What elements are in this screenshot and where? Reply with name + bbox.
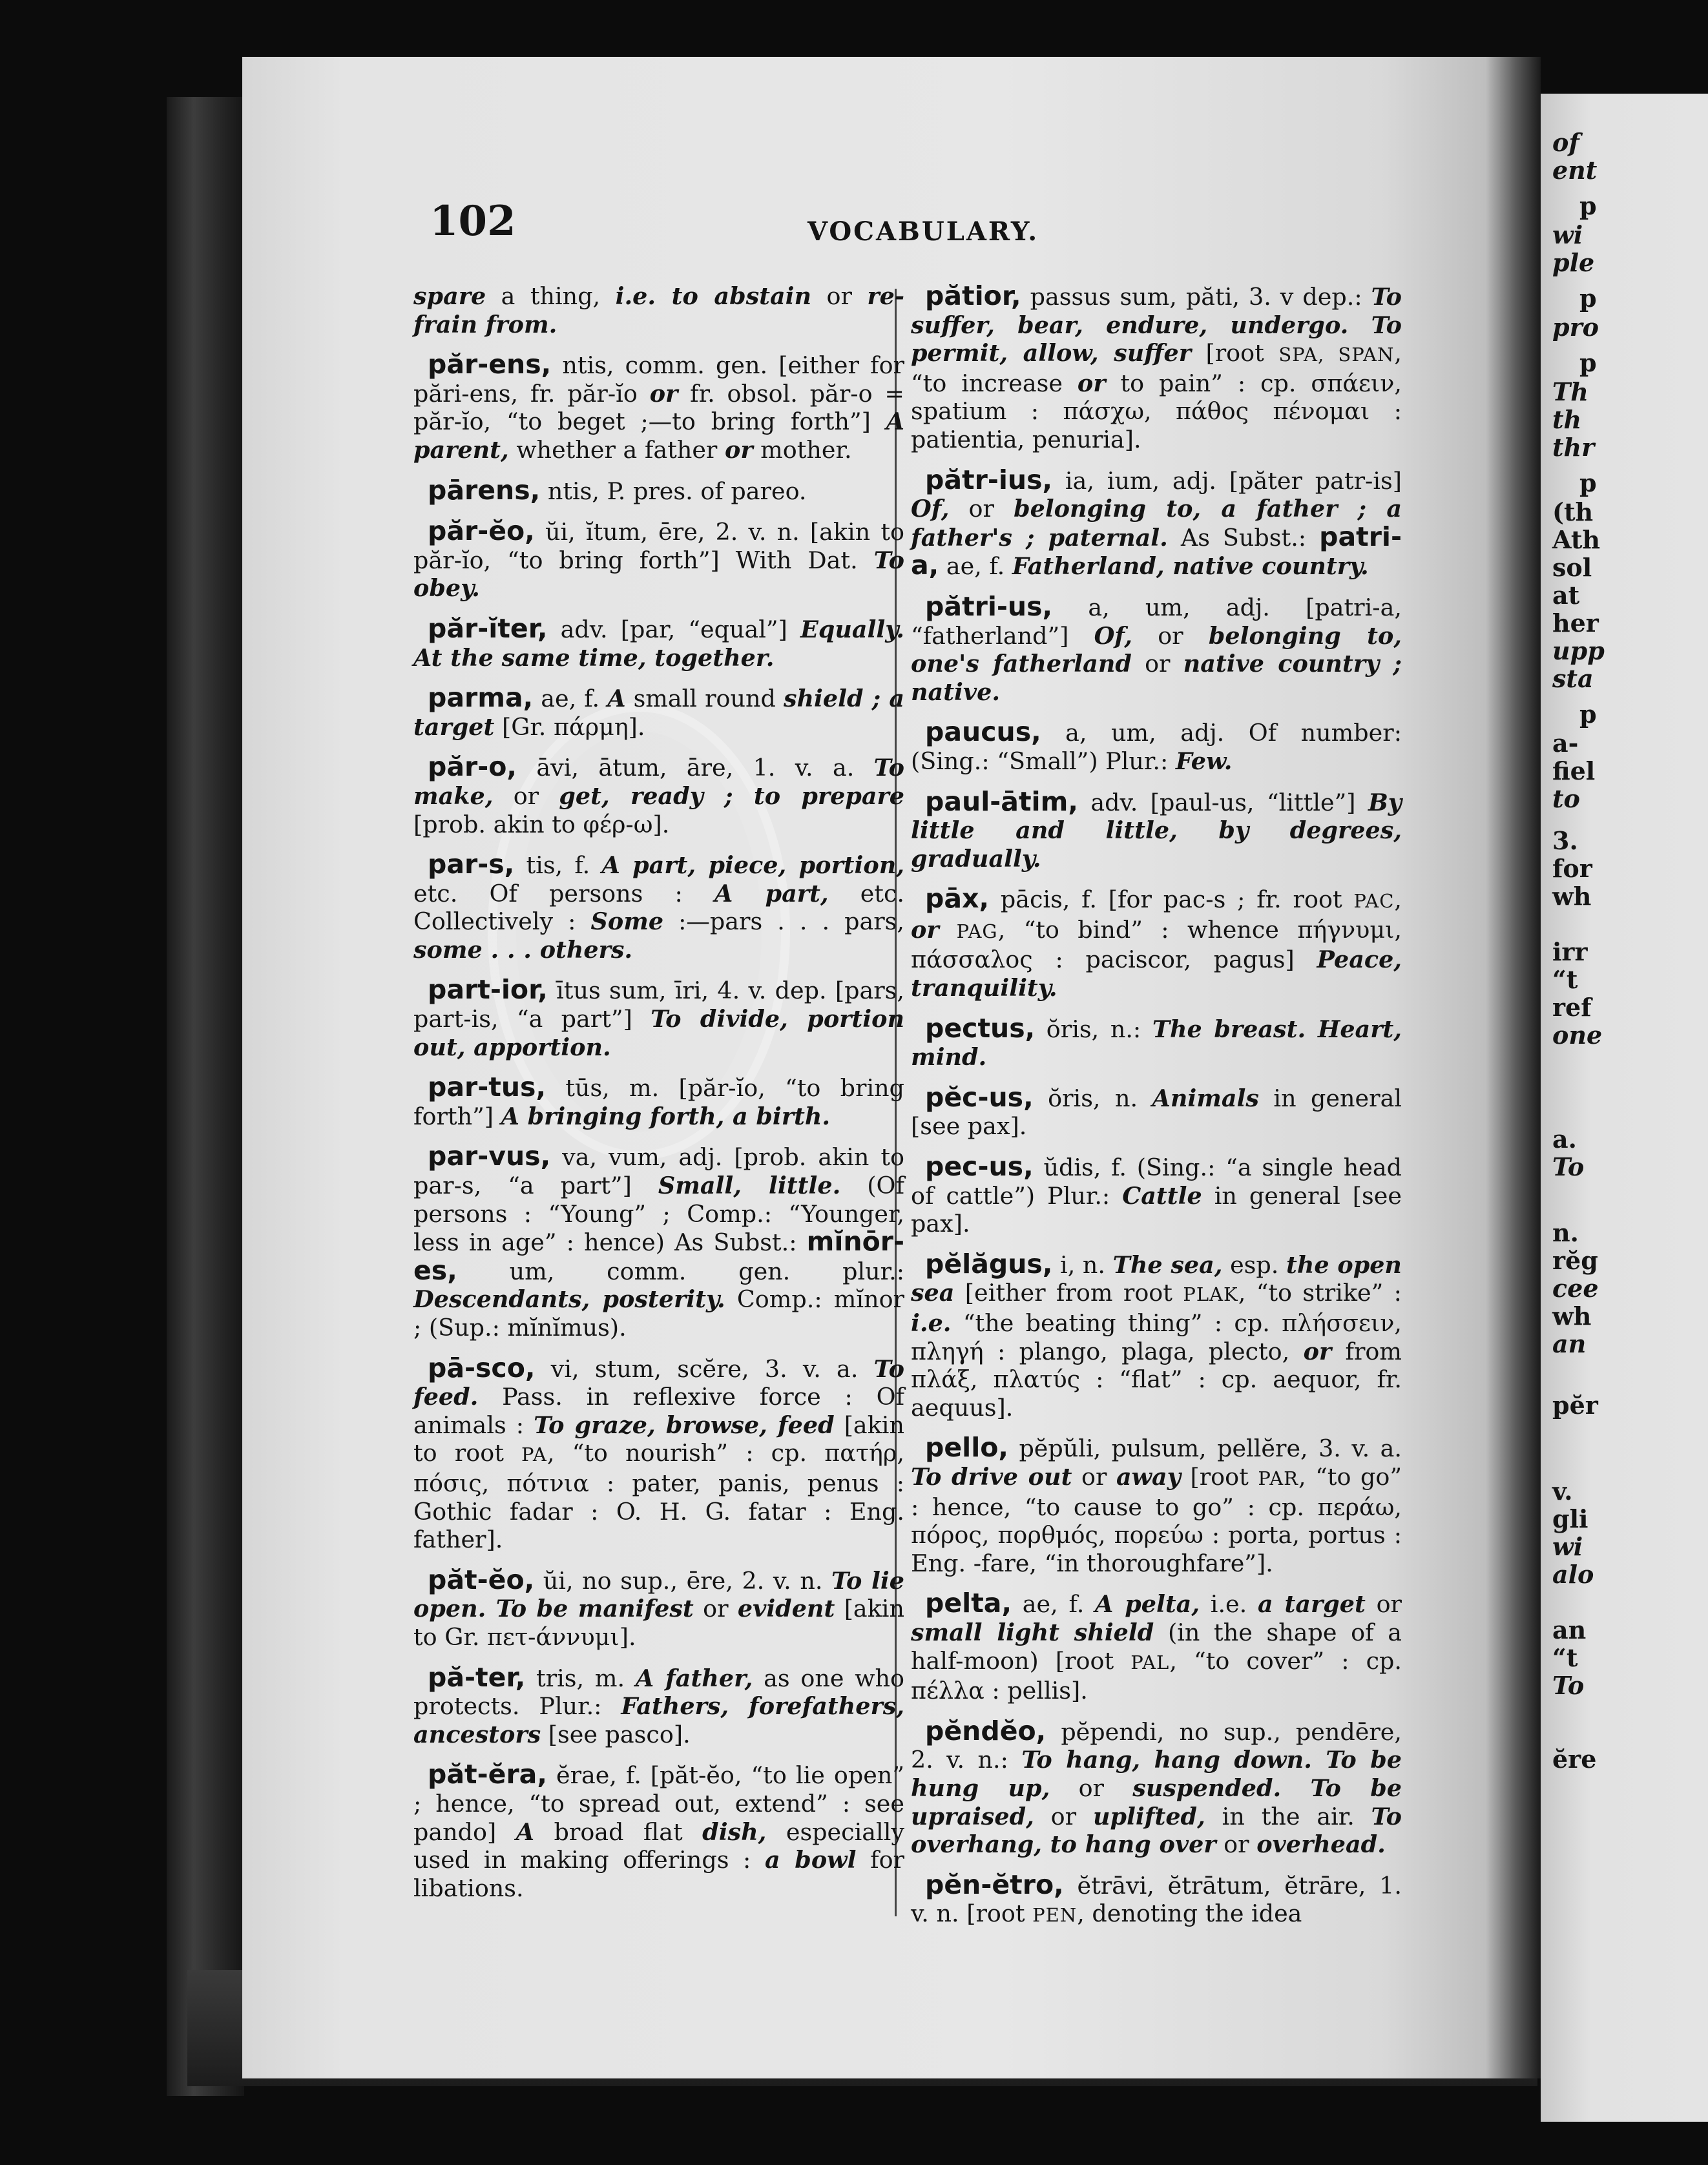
facing-fragment: “t xyxy=(1552,965,1578,994)
left-column xyxy=(413,282,904,1914)
headword: pello, xyxy=(925,1432,1009,1464)
headword: paucus, xyxy=(925,716,1041,748)
headword: pĕndĕo, xyxy=(925,1715,1047,1746)
dictionary-entry: pĕlăgus, i, n. The sea, esp. the open sea [either from root PLAK, “to strike” : i.e. “the beating thing” : cp. πλήσσειν, πληγή : plango, plaga, plecto, or from πλάξ, πλατύς : “flat” : cp. aequor, fr. aequus]. xyxy=(911,1248,1402,1422)
facing-fragment: p xyxy=(1579,191,1597,220)
facing-fragment: at xyxy=(1552,581,1580,610)
headword: pā-sco, xyxy=(428,1352,536,1383)
dictionary-entry: pĕndĕo, pĕpendi, no sup., pendēre, 2. v. n.: To hang, hang down. To be hung up, or suspended. To be upraised, or uplifted, in the air. To overhang, to hang over or overhead. xyxy=(911,1715,1402,1859)
headword: paul-ātim, xyxy=(925,785,1078,817)
facing-fragment: thr xyxy=(1552,433,1595,462)
facing-fragment: p xyxy=(1579,468,1597,497)
dictionary-entry: paucus, a, um, adj. Of number: (Sing.: “Small”) Plur.: Few. xyxy=(911,716,1402,775)
facing-fragment: To xyxy=(1552,1152,1585,1181)
facing-page xyxy=(1541,94,1708,2122)
facing-fragment: th xyxy=(1552,405,1582,434)
dictionary-entry: păr-ĭter, adv. [par, “equal”] Equally. At the same time, together. xyxy=(413,612,904,672)
headword: parma, xyxy=(428,682,534,714)
facing-fragment: cee xyxy=(1552,1274,1599,1303)
facing-fragment: Ath xyxy=(1552,525,1600,554)
dictionary-entry: parma, ae, f. A small round shield ; a target [Gr. πάρμη]. xyxy=(413,682,904,741)
dictionary-entry: pă-ter, tris, m. A father, as one who protects. Plur.: Fathers, forefathers, ancestors [see pasco]. xyxy=(413,1661,904,1748)
headword: part-ior, xyxy=(428,974,548,1006)
facing-fragment: n. xyxy=(1552,1218,1579,1247)
headword: par-tus, xyxy=(428,1072,547,1103)
facing-fragment: pro xyxy=(1552,313,1599,342)
headword: mĭnōr-es, xyxy=(413,1226,904,1286)
facing-fragment: ent xyxy=(1552,156,1598,185)
facing-fragment: To xyxy=(1552,1671,1585,1700)
dictionary-entry: pĕc-us, ŏris, n. Animals in general [see pax]. xyxy=(911,1081,1402,1141)
dictionary-entry: păr-ens, ntis, comm. gen. [either for pări-ens, fr. păr-ĭo or fr. obsol. păr-o = păr-ĭo, “to beget ;—to bring forth”] A parent, whether a father or mother. xyxy=(413,349,905,464)
facing-fragment: wh xyxy=(1552,882,1592,911)
facing-fragment: a- xyxy=(1552,729,1579,758)
headword: păr-o, xyxy=(428,751,517,783)
dictionary-entry: part-ior, ītus sum, īri, 4. v. dep. [pars, part-is, “a part”] To divide, portion out, apportion. xyxy=(413,974,904,1061)
facing-fragment: for xyxy=(1552,854,1592,883)
facing-fragment: (th xyxy=(1552,497,1594,526)
facing-fragment: wi xyxy=(1552,1532,1583,1561)
dictionary-entry: pĕn-ĕtro, ĕtrāvi, ĕtrātum, ĕtrāre, 1. v. n. [root PEN, denoting the idea xyxy=(911,1869,1402,1928)
headword: pă-ter, xyxy=(428,1661,526,1693)
facing-fragment: pĕr xyxy=(1552,1391,1598,1420)
dictionary-entry: pec-us, ŭdis, f. (Sing.: “a single head of cattle”) Plur.: Cattle in general [see pax]. xyxy=(911,1151,1402,1238)
headword: par-s, xyxy=(428,849,515,880)
dictionary-entry: paul-ātim, adv. [paul-us, “little”] By little and little, by degrees, gradually. xyxy=(911,785,1402,873)
facing-fragment: Th xyxy=(1552,377,1588,406)
headword: pec-us, xyxy=(925,1151,1034,1183)
facing-fragment: upp xyxy=(1552,636,1605,665)
facing-fragment: wi xyxy=(1552,220,1583,249)
dictionary-entry: păt-ĕra, ĕrae, f. [păt-ĕo, “to lie open” ; hence, “to spread out, extend” : see pando] A broad flat dish, especially used in making offerings : a bowl for libations. xyxy=(413,1759,904,1902)
dictionary-entry: pătr-ius, ia, ium, adj. [păter patr-is] Of, or belonging to, a father ; a father's ; paternal. As Subst.: patri-a, ae, f. Fatherland, native country. xyxy=(911,464,1402,581)
facing-fragment: gli xyxy=(1552,1504,1588,1533)
facing-fragment: ĕre xyxy=(1552,1745,1597,1774)
facing-fragment: ref xyxy=(1552,993,1592,1022)
facing-fragment: fiel xyxy=(1552,756,1596,785)
right-column xyxy=(911,282,1402,1942)
page-number: 102 xyxy=(430,197,516,245)
dictionary-entry: păr-ĕo, ŭi, ĭtum, ēre, 2. v. n. [akin to păr-ĭo, “to bring forth”] With Dat. To obey. xyxy=(413,515,904,603)
headword: pelta, xyxy=(925,1588,1012,1619)
dictionary-entry: păr-o, āvi, ātum, āre, 1. v. a. To make, or get, ready ; to prepare [prob. akin to φέρ-ω]. xyxy=(413,751,904,838)
facing-fragment: p xyxy=(1579,699,1597,729)
facing-fragment: her xyxy=(1552,608,1599,637)
facing-fragment: 3. xyxy=(1552,826,1578,855)
headword: pectus, xyxy=(925,1012,1036,1044)
dictionary-entry: par-tus, tūs, m. [păr-ĭo, “to bring forth”] A bringing forth, a birth. xyxy=(413,1072,904,1130)
headword: patri-a, xyxy=(911,521,1402,581)
facing-fragment: sta xyxy=(1552,664,1594,693)
facing-fragment: ple xyxy=(1552,248,1595,277)
facing-fragment: “t xyxy=(1552,1643,1578,1672)
headword: pāx, xyxy=(925,883,990,915)
facing-fragment: a. xyxy=(1552,1124,1577,1154)
dictionary-entry: par-s, tis, f. A part, piece, portion, etc. Of persons : A part, etc. Collectively : Some :—pars . . . pars, some . . . others. xyxy=(413,849,905,964)
headword: pĕlăgus, xyxy=(925,1248,1053,1279)
headword: pătr-ius, xyxy=(925,464,1053,495)
dictionary-entry: pătior, passus sum, păti, 3. v dep.: To suffer, bear, endure, undergo. To permit, allow, suffer [root SPA, SPAN, “to increase or to pain” : cp. σπάειν, spatium : πάσχω, πάθος πένομαι : patientia, penuria]. xyxy=(911,280,1402,453)
dictionary-entry: spare a thing, i.e. to abstain or re-frain from. xyxy=(413,282,904,338)
headword: păr-ĕo, xyxy=(428,515,535,547)
facing-fragment: p xyxy=(1579,284,1597,313)
headword: păr-ens, xyxy=(428,349,552,380)
facing-fragment: an xyxy=(1552,1615,1587,1644)
dictionary-entry: pā-sco, vi, stum, scĕre, 3. v. a. To feed. Pass. in reflexive force : Of animals : To graze, browse, feed [akin to root PA, “to nourish” : cp. πατήρ, πόσις, πότνια : pater, panis, penus : Gothic fadar : O. H. G. fatar : Eng. father]. xyxy=(413,1352,904,1554)
headword: pătior, xyxy=(925,280,1021,311)
facing-fragment: to xyxy=(1552,784,1580,813)
page-gutter xyxy=(1486,57,1541,2078)
facing-fragment: one xyxy=(1552,1020,1603,1050)
dictionary-entry: pello, pĕpŭli, pulsum, pellĕre, 3. v. a. To drive out or away [root PAR, “to go” : hence, “to cause to go” : cp. περάω, πόρος, πορθμός, πορεύω : porta, portus : Eng. -fare, “in thoroughfare”]. xyxy=(911,1432,1402,1577)
headword: pătri-us, xyxy=(925,590,1053,622)
facing-fragment: p xyxy=(1579,348,1597,377)
headword: păt-ĕo, xyxy=(428,1564,535,1595)
facing-fragment: of xyxy=(1552,128,1579,157)
running-head: VOCABULARY. xyxy=(807,216,1039,247)
facing-fragment: wh xyxy=(1552,1301,1592,1331)
headword: păt-ĕra, xyxy=(428,1759,547,1790)
headword: pārens, xyxy=(428,474,541,506)
dictionary-entry: par-vus, va, vum, adj. [prob. akin to par-s, “a part”] Small, little. (Of persons : “Young” ; Comp.: “Younger, less in age” : hence) As Subst.: mĭnōr-es, um, comm. gen. plur.: Descendants, posterity. Comp.: mĭnor ; (Sup.: mĭnĭmus). xyxy=(413,1141,904,1341)
dictionary-entry: pelta, ae, f. A pelta, i.e. a target or small light shield (in the shape of a half-moon) [root PAL, “to cover” : cp. πέλλα : pellis]. xyxy=(911,1588,1402,1705)
dictionary-entry: pārens, ntis, P. pres. of pareo. xyxy=(428,474,807,506)
dictionary-entry: pătri-us, a, um, adj. [patri-a, “fatherland”] Of, or belonging to, one's fatherland or native country ; native. xyxy=(911,590,1402,706)
dictionary-entry: pectus, ŏris, n.: The breast. Heart, mind. xyxy=(911,1012,1402,1072)
facing-fragment: alo xyxy=(1552,1560,1594,1589)
headword: păr-ĭter, xyxy=(428,612,548,644)
headword: par-vus, xyxy=(428,1141,551,1172)
dictionary-entry: pāx, pācis, f. [for pac-s ; fr. root PAC, or PAG, “to bind” : whence πήγνυμι, πάσσαλος : paciscor, pagus] Peace, tranquility. xyxy=(911,883,1402,1002)
book-spine-shadow xyxy=(167,97,244,2096)
facing-fragment: irr xyxy=(1552,937,1588,966)
dictionary-entry: păt-ĕo, ŭi, no sup., ēre, 2. v. n. To lie open. To be manifest or evident [akin to Gr. πετ-άννυμι]. xyxy=(413,1564,904,1651)
facing-fragment: v. xyxy=(1552,1476,1573,1506)
facing-fragment: rĕg xyxy=(1552,1246,1598,1275)
headword: pĕn-ĕtro, xyxy=(925,1869,1064,1900)
headword: pĕc-us, xyxy=(925,1081,1034,1113)
facing-fragment: an xyxy=(1552,1329,1587,1358)
facing-fragment: sol xyxy=(1552,553,1592,582)
